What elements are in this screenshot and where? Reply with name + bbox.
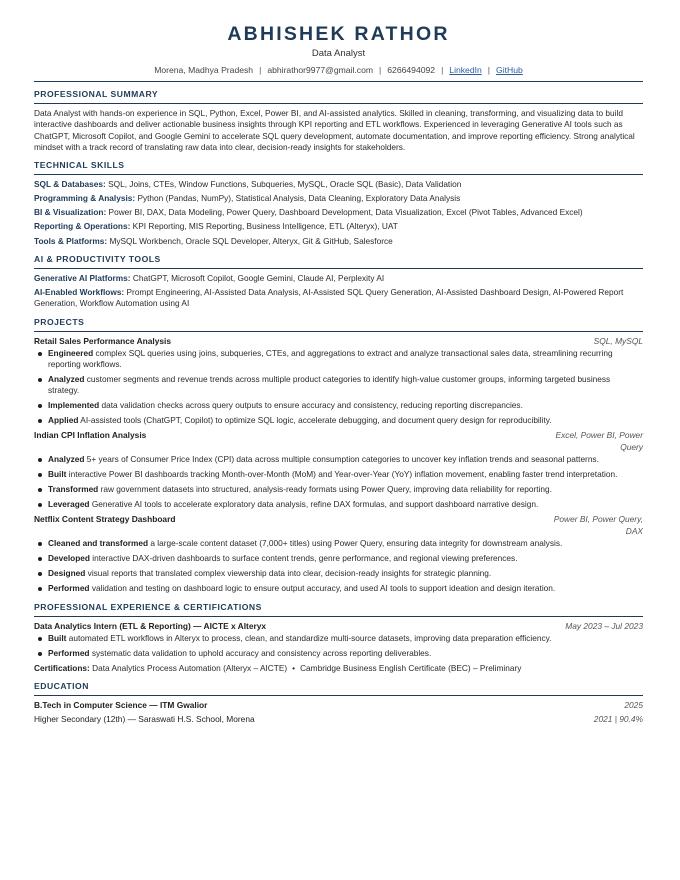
bullet-text: Generative AI tools to accelerate exploratory data analysis, refine DAX formulas, and support dashboard narrative design. [91, 499, 539, 510]
certification-item: Data Analytics Process Automation (Alteryx – AICTE) [92, 663, 288, 674]
contact-line [34, 64, 643, 76]
project-name: Netflix Content Strategy Dashboard [34, 514, 176, 525]
section-divider [34, 616, 643, 617]
bullet-lead: Cleaned and transformed [48, 538, 149, 549]
ai-tool-row [34, 273, 643, 284]
ai-tool-value: ChatGPT, Microsoft Copilot, Google Gemini, Claude AI, Perplexity AI [132, 272, 385, 283]
experience-bullets [34, 633, 643, 659]
project-tools: Excel, Power BI, Power Query [555, 430, 643, 452]
experience-header [34, 621, 643, 633]
education-meta: 2021 | 90.4% [593, 713, 643, 724]
bullet-text: automated ETL workflows in Alteryx to process, clean, and standardize multi-source datasets, improving data preparation efficiency. [68, 633, 552, 644]
skill-value: MySQL Workbench, Oracle SQL Developer, Alteryx, Git & GitHub, Salesforce [109, 235, 393, 246]
skill-value: Python (Pandas, NumPy), Statistical Analysis, Data Cleaning, Exploratory Data Analysis [137, 193, 461, 204]
skill-row [34, 236, 643, 247]
skill-label: Tools & Platforms: [34, 235, 108, 246]
bullet-item [34, 415, 643, 426]
separator: | [259, 65, 262, 75]
section-divider [34, 695, 643, 696]
bullet-text: data validation checks across query outputs to ensure accuracy and consistency, reducing reporting discrepancies. [101, 400, 523, 411]
bullet-item [34, 538, 643, 549]
education-name: B.Tech in Computer Science — ITM Gwalior [34, 700, 208, 711]
header-divider [34, 81, 643, 82]
project-bullets [34, 348, 643, 427]
github-link[interactable]: GitHub [496, 65, 523, 75]
project-header [34, 430, 643, 453]
education-meta: 2025 [624, 700, 643, 711]
candidate-role: Data Analyst [311, 48, 366, 59]
bullet-item [34, 484, 643, 495]
bullet-lead: Implemented [48, 400, 100, 411]
education-row [34, 700, 643, 712]
bullet-item [34, 568, 643, 579]
bullet-lead: Leveraged [48, 499, 90, 510]
location: Morena, Madhya Pradesh [154, 65, 254, 75]
skill-row [34, 221, 643, 232]
experience-role: Data Analytics Intern (ETL & Reporting) — AICTE x Alteryx [34, 620, 267, 631]
bullet-item [34, 553, 643, 564]
bullet-text: customer segments and revenue trends across multiple product categories to identify high-value customer groups, informing targeted business strategy. [48, 374, 611, 396]
bullet-lead: Analyzed [48, 374, 85, 385]
project-tools: Power BI, Power Query, DAX [553, 514, 643, 536]
bullet-lead: Designed [48, 568, 86, 579]
skill-value: KPI Reporting, MIS Reporting, Business Intelligence, ETL (Alteryx), UAT [132, 221, 398, 232]
section-title-ai-tools: AI & PRODUCTIVITY TOOLS [34, 253, 161, 264]
linkedin-link[interactable]: LinkedIn [449, 65, 482, 75]
phone: 6266494092 [387, 65, 436, 75]
bullet-text: a large-scale content dataset (7,000+ titles) using Power Query, ensuring data integrity for downstream analysis. [150, 538, 563, 549]
bullet-item [34, 374, 643, 396]
certifications-label: Certifications: [34, 663, 90, 674]
skill-label: Programming & Analysis: [34, 193, 136, 204]
bullet-item [34, 400, 643, 411]
project-header [34, 336, 643, 348]
summary-text: Data Analyst with hands-on experience in SQL, Python, Excel, Power BI, and AI-assisted analytics. Skilled in cleaning, transforming, and visualizing data to build interactive dashboards and deliver actionable business insights through KPI reporting and ETL workflows. Experienced in leveraging Generative AI tools such as ChatGPT, Microsoft Copilot, and Google Gemini to accelerate SQL query development, automate documentation, and improve reporting efficiency. Strong analytical mindset with a track record of translating raw data into clear, decision-ready insights for stakeholders. [34, 108, 635, 152]
bullet-text: interactive Power BI dashboards tracking Month-over-Month (MoM) and Year-over-Year (YoY) inflation movement, enabling faster trend interpretation. [68, 469, 618, 480]
skill-row [34, 179, 643, 190]
separator: | [487, 65, 491, 75]
ai-tool-label: Generative AI Platforms: [34, 272, 131, 283]
candidate-name: ABHISHEK RATHOR [227, 23, 450, 45]
skill-row [34, 193, 643, 204]
bullet-lead: Engineered [48, 348, 94, 359]
bullet-lead: Performed [48, 583, 90, 594]
ai-tool-label: AI-Enabled Workflows: [34, 286, 125, 297]
bullet-text: complex SQL queries using joins, subqueries, CTEs, and aggregations to extract and analyze transactional sales data, streamlining recurring reporting workflows. [48, 348, 613, 370]
bullet-text: AI-assisted tools (ChatGPT, Copilot) to optimize SQL logic, accelerate debugging, and document query design for reproducibility. [80, 415, 552, 426]
bullet-lead: Developed [48, 553, 90, 564]
section-title-summary: PROFESSIONAL SUMMARY [34, 89, 159, 99]
experience-dates: May 2023 – Jul 2023 [565, 620, 643, 631]
bullet-item [34, 583, 643, 594]
section-divider [34, 331, 643, 332]
project-tools: SQL, MySQL [593, 335, 643, 346]
skill-label: SQL & Databases: [34, 179, 106, 190]
section-divider [34, 174, 643, 175]
project-bullets [34, 538, 643, 594]
certifications-line [34, 663, 643, 674]
bullet-lead: Performed [48, 648, 90, 659]
bullet-item [34, 469, 643, 480]
bullet-text: visual reports that translated complex viewership data into clear, decision-ready insights for strategic planning. [87, 568, 492, 579]
ai-tool-row [34, 287, 643, 310]
project-name: Indian CPI Inflation Analysis [34, 430, 147, 441]
bullet-item [34, 648, 643, 659]
bullet-item [34, 454, 643, 465]
bullet-text: interactive DAX-driven dashboards to surface content trends, genre performance, and regional viewing preferences. [92, 553, 518, 564]
bullet-separator: • [292, 663, 296, 674]
section-divider [34, 268, 643, 269]
project-header [34, 514, 643, 537]
separator: | [441, 65, 444, 75]
section-title-experience: PROFESSIONAL EXPERIENCE & CERTIFICATIONS [34, 601, 262, 612]
education-row [34, 714, 643, 726]
section-title-projects: PROJECTS [34, 316, 85, 327]
bullet-item [34, 348, 643, 370]
bullet-text: 5+ years of Consumer Price Index (CPI) data across multiple consumption categories to uncover key inflation trends and seasonal patterns. [86, 454, 599, 465]
bullet-text: validation and testing on dashboard logic to ensure output accuracy, and used AI tools to support ideation and design iteration. [91, 583, 556, 594]
project-name: Retail Sales Performance Analysis [34, 335, 172, 346]
ai-tool-value: Prompt Engineering, AI-Assisted Data Analysis, AI-Assisted SQL Query Generation, AI-Assisted Dashboard Design, AI-Powered Report Generation, Workflow Automation using AI [34, 286, 624, 309]
separator: | [379, 65, 382, 75]
email-link[interactable]: abhirathor9977@gmail.com [267, 65, 374, 75]
bullet-lead: Applied [48, 415, 79, 426]
skill-label: BI & Visualization: [34, 207, 107, 218]
section-divider [34, 103, 643, 104]
project-bullets [34, 454, 643, 510]
bullet-text: raw government datasets into structured, analysis-ready formats using Power Query, improving data reliability for reporting. [100, 484, 552, 495]
bullet-item [34, 633, 643, 644]
skill-value: Power BI, DAX, Data Modeling, Power Query, Dashboard Development, Data Visualization, Excel (Pivot Tables, Advanced Excel) [108, 207, 583, 218]
skill-value: SQL, Joins, CTEs, Window Functions, Subqueries, MySQL, Oracle SQL (Basic), Data Validation [108, 179, 462, 190]
bullet-lead: Built [48, 469, 67, 480]
bullet-lead: Transformed [48, 484, 99, 495]
bullet-item [34, 499, 643, 510]
education-name: Higher Secondary (12th) — Saraswati H.S. School, Morena [34, 713, 255, 724]
certification-item: Cambridge Business English Certificate (BEC) – Preliminary [300, 663, 522, 674]
section-title-skills: TECHNICAL SKILLS [34, 160, 125, 171]
bullet-text: systematic data validation to uphold accuracy and consistency across reporting deliverables. [91, 648, 432, 659]
section-title-education: EDUCATION [34, 681, 89, 692]
bullet-lead: Analyzed [48, 454, 85, 465]
bullet-lead: Built [48, 633, 67, 644]
skill-label: Reporting & Operations: [34, 221, 131, 232]
skill-row [34, 207, 643, 218]
